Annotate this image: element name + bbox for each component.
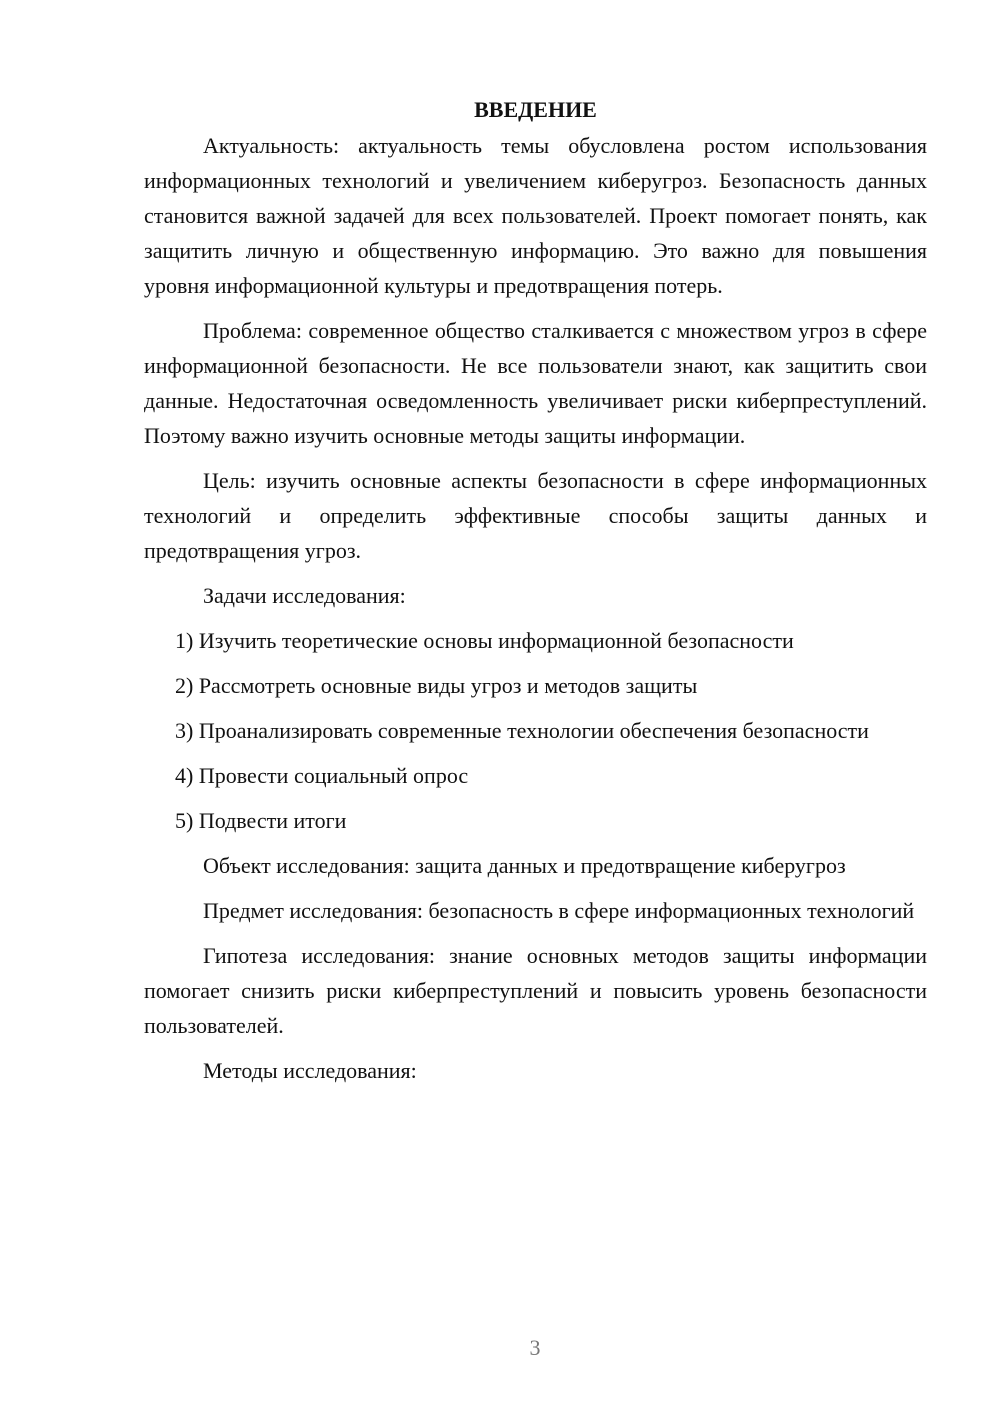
methods-heading: Методы исследования:: [203, 1058, 417, 1083]
page-number: 3: [529, 1335, 541, 1360]
paragraph-object: Объект исследования: защита данных и предотвращение киберугроз: [203, 853, 846, 878]
paragraph-subject: Предмет исследования: безопасность в сфере информационных технологий: [203, 898, 915, 923]
paragraph-goal: Цель: изучить основные аспекты безопасности в сфере информационных технологий и определить эффективные способы защиты данных и предотвращения угроз.: [144, 468, 927, 563]
page-content: [144, 92, 927, 1098]
paragraph-problem: Проблема: современное общество сталкивается с множеством угроз в сфере информационной безопасности. Не все пользователи знают, как защитить свои данные. Недостаточная осведомленность увеличивает риски киберпреступлений. Поэтому важно изучить основные методы защиты информации.: [144, 318, 927, 448]
task-item-2: 2) Рассмотреть основные виды угроз и методов защиты: [175, 673, 698, 698]
paragraph-hypothesis: Гипотеза исследования: знание основных методов защиты информации помогает снизить риски киберпреступлений и повысить уровень безопасности пользователей.: [144, 943, 927, 1038]
task-item-1: 1) Изучить теоретические основы информационной безопасности: [175, 628, 794, 653]
task-item-5: 5) Подвести итоги: [175, 808, 347, 833]
task-item-4: 4) Провести социальный опрос: [175, 763, 469, 788]
task-item-3: 3) Проанализировать современные технологии обеспечения безопасности: [175, 718, 869, 743]
tasks-heading: Задачи исследования:: [203, 583, 406, 608]
paragraph-relevance: Актуальность: актуальность темы обусловлена ростом использования информационных технологий и увеличением киберугроз. Безопасность данных становится важной задачей для всех пользователей. Проект помогает понять, как защитить личную и общественную информацию. Это важно для повышения уровня информационной культуры и предотвращения потерь.: [144, 133, 927, 298]
section-title: ВВЕДЕНИЕ: [474, 97, 597, 122]
